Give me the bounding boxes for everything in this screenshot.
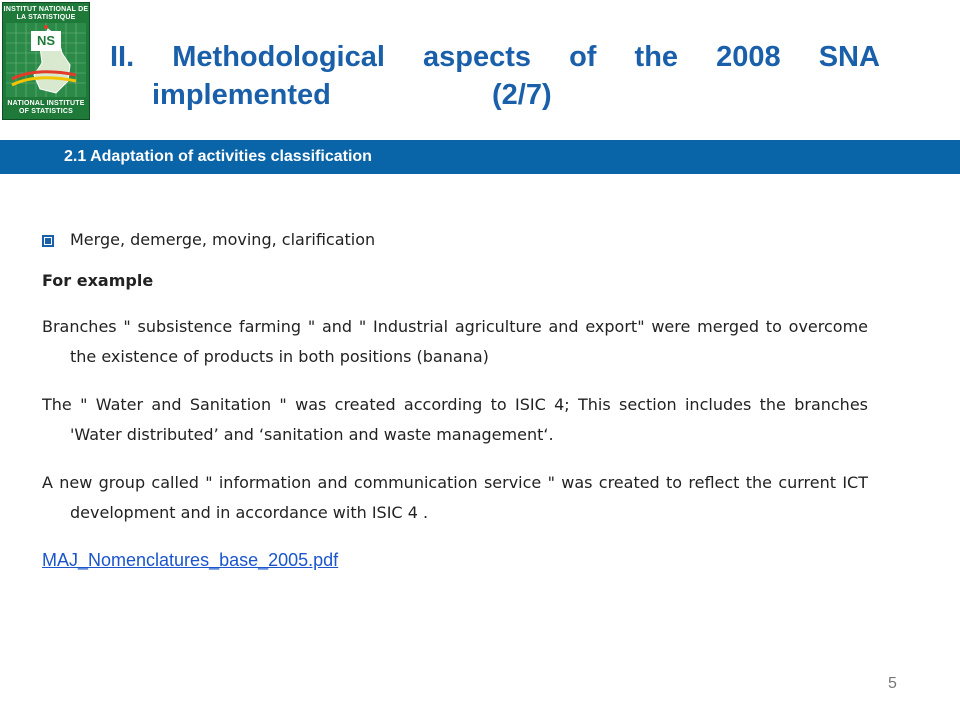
title-word: of	[569, 41, 597, 73]
title-word: Methodological	[172, 41, 385, 73]
logo-bottom-text: NATIONAL INSTITUTE OF STATISTICS	[7, 100, 85, 115]
title-line-2: implemented (2/7)	[152, 79, 552, 111]
paragraph-ict: A new group called " information and communication service " was created to reflect the current ICT development and in accordance with ISIC 4 .	[42, 473, 868, 522]
title-word: II.	[110, 41, 135, 73]
paragraph-water: The " Water and Sanitation " was created according to ISIC 4; This section includes the branches 'Water distributed’ and ‘sanitation and waste management‘.	[42, 395, 868, 444]
logo-top-text: INSTITUT NATIONAL DE LA STATISTIQUE	[3, 6, 89, 21]
title-word: 2008	[716, 41, 781, 73]
nomenclature-pdf-link[interactable]: MAJ_Nomenclatures_base_2005.pdf	[42, 550, 339, 570]
paragraph-branches: Branches " subsistence farming " and " Industrial agriculture and export" were merged to overcome the existence of products in both positions (banana)	[42, 317, 868, 366]
checkbox-bullet-icon	[42, 235, 54, 247]
title-word: aspects	[423, 41, 532, 73]
example-heading: For example	[42, 271, 154, 290]
title-word: SNA	[818, 41, 880, 73]
bullet-item	[42, 230, 868, 249]
slide-title	[110, 38, 880, 114]
slide-content	[42, 230, 868, 571]
institute-logo	[2, 2, 90, 120]
title-line-1	[110, 38, 880, 76]
logo-mark: NS	[31, 31, 61, 51]
section-header-bar	[0, 140, 960, 174]
section-label: 2.1 Adaptation of activities classification	[64, 148, 372, 165]
title-word: the	[634, 41, 679, 73]
page-number: 5	[888, 675, 897, 692]
bullet-text: Merge, demerge, moving, clarification	[70, 230, 376, 249]
